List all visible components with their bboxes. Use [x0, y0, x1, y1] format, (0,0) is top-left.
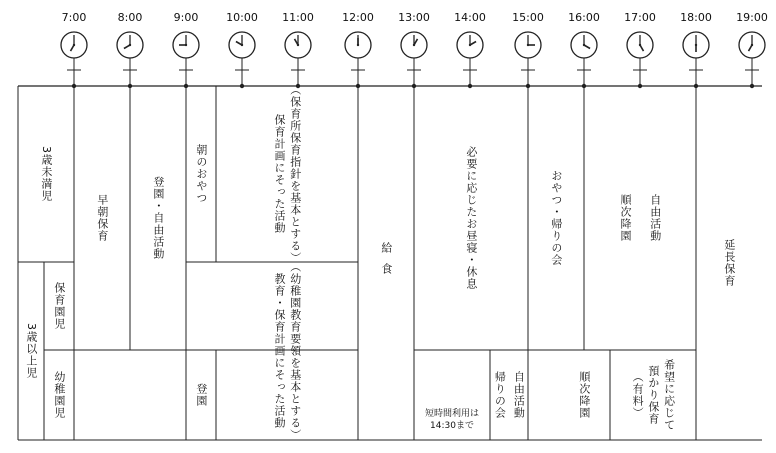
youchien-children-label: 幼稚園児: [52, 371, 66, 419]
nap-rest-cell: 必要に応じたお昼寝・休息: [464, 146, 478, 290]
optional-childcare-cell: 希望に応じて 預かり保育 （有料）: [631, 359, 676, 431]
sequential-leave-free-cell: 自由活動 順次降園: [619, 194, 662, 242]
hour-label: 10:00: [226, 11, 258, 24]
hoiku-activity-cell: （保育所保育指針を基本とする） 保育計画にそった活動: [273, 84, 302, 264]
hour-label: 11:00: [282, 11, 314, 24]
snack-go-home-cell: おやつ・帰りの会: [549, 170, 563, 266]
hour-label: 13:00: [398, 11, 430, 24]
short-time-note-cell: 短時間利用は 14:30まで: [424, 408, 479, 431]
morning-snack-cell: 朝のおやつ: [194, 144, 208, 204]
sequential-leave-cell: 順次降園: [577, 371, 591, 419]
arrival-cell: 登園: [194, 383, 208, 407]
hour-label: 16:00: [568, 11, 600, 24]
over-3-label: 3歳以上児: [24, 323, 38, 379]
hour-label: 8:00: [117, 11, 143, 24]
hour-label: 9:00: [173, 11, 199, 24]
hour-label: 15:00: [512, 11, 544, 24]
hour-label: 18:00: [680, 11, 712, 24]
hour-label: 12:00: [342, 11, 374, 24]
youchien-activity-cell: （幼稚園教育要領を基本とする） 教育・保育計画にそった活動: [273, 261, 302, 441]
early-care-cell: 早朝保育: [95, 194, 109, 242]
arrival-free-activity-cell: 登園・自由活動: [151, 176, 165, 260]
hoikuen-children-label: 保育園児: [52, 282, 66, 330]
hour-label: 7:00: [61, 11, 87, 24]
hour-label: 19:00: [736, 11, 768, 24]
hour-label: 17:00: [624, 11, 656, 24]
lunch-cell: 給食: [379, 242, 393, 284]
extended-care-cell: 延長保育: [722, 239, 736, 287]
free-activity-cell: 自由活動: [512, 371, 526, 419]
under-3-label: 3歳未満児: [39, 146, 53, 202]
hour-label: 14:00: [454, 11, 486, 24]
go-home-meeting-cell: 帰りの会: [493, 371, 507, 419]
